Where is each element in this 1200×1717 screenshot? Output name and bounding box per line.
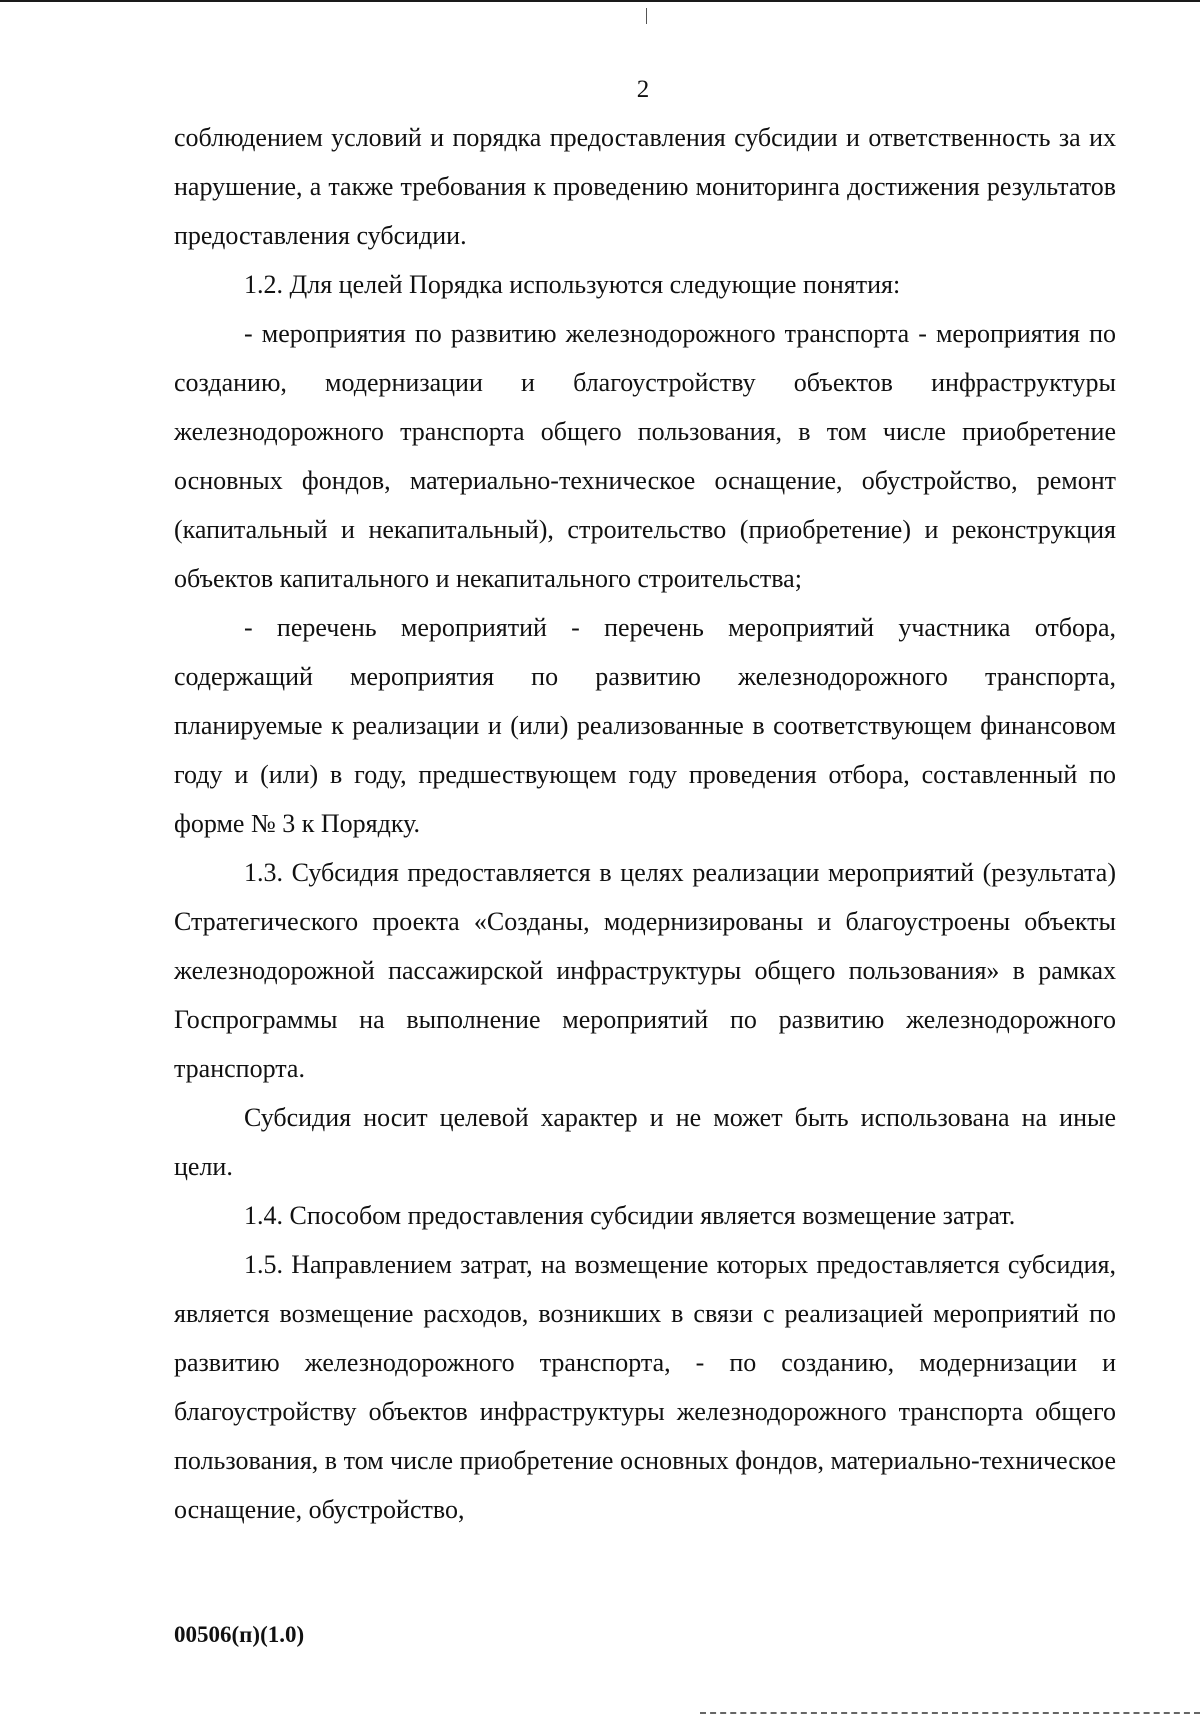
scan-border-bottom	[700, 1712, 1200, 1714]
scan-mark	[646, 8, 647, 24]
paragraph-continuation: соблюдением условий и порядка предоставления субсидии и ответственность за их нарушение, а также требования к проведению мониторинга достижения результатов предоставления субсидии.	[174, 123, 1116, 250]
document-body	[174, 113, 1116, 1534]
paragraph-1-5: 1.5. Направлением затрат, на возмещение которых предоставляется субсидия, является возмещение расходов, возникших в связи с реализацией мероприятий по развитию железнодорожного транспорта, - по созданию, модернизации и благоустройству объектов инфраструктуры железнодорожного транспорта общего пользования, в том числе приобретение основных фондов, материально-техническое оснащение, обустройство,	[174, 1250, 1116, 1524]
document-code: 00506(п)(1.0)	[174, 1622, 305, 1647]
paragraph-target-nature: Субсидия носит целевой характер и не может быть использована на иные цели.	[174, 1103, 1116, 1181]
page-number: 2	[636, 76, 650, 103]
scan-border-top	[0, 0, 1200, 2]
definition-list: - перечень мероприятий - перечень мероприятий участника отбора, содержащий мероприятия по развитию железнодорожного транспорта, планируемые к реализации и (или) реализованные в соответствующем финансовом году и (или) в году, предшествующем году проведения отбора, составленный по форме № 3 к Порядку.	[174, 613, 1116, 838]
paragraph-1-2: 1.2. Для целей Порядка используются следующие понятия:	[244, 270, 901, 299]
paragraph-1-4: 1.4. Способом предоставления субсидии является возмещение затрат.	[244, 1201, 1016, 1230]
paragraph-1-3: 1.3. Субсидия предоставляется в целях реализации мероприятий (результата) Стратегического проекта «Созданы, модернизированы и благоустроены объекты железнодорожной пассажирской инфраструктуры общего пользования» в рамках Госпрограммы на выполнение мероприятий по развитию железнодорожного транспорта.	[174, 858, 1116, 1083]
definition-events: - мероприятия по развитию железнодорожного транспорта - мероприятия по созданию, модернизации и благоустройству объектов инфраструктуры железнодорожного транспорта общего пользования, в том числе приобретение основных фондов, материально-техническое оснащение, обустройство, ремонт (капитальный и некапитальный), строительство (приобретение) и реконструкция объектов капитального и некапитального строительства;	[174, 319, 1116, 593]
